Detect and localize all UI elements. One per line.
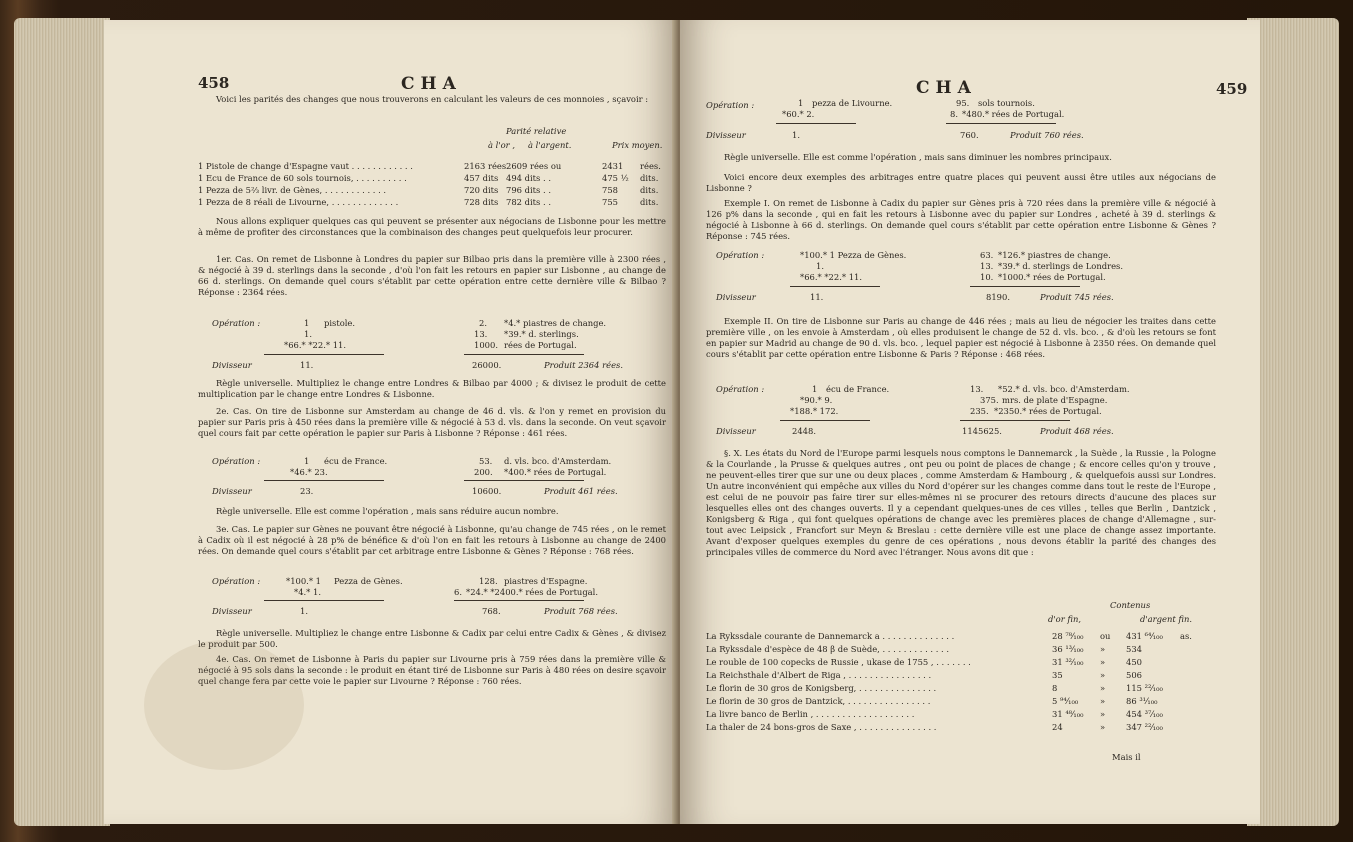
op-value: 13. — [474, 329, 488, 339]
running-head: CHA — [401, 74, 462, 94]
parity-cell-v1: 720 dits — [464, 185, 499, 195]
coin-cell-label: Le florin de 30 gros de Dantzick, . . . . . . . . . . . . . . . . — [706, 696, 931, 706]
op-value: 235. — [970, 406, 989, 416]
op-text: sols tournois. — [978, 98, 1035, 108]
left-page — [104, 20, 678, 824]
op-text: *24.* *2400.* rées de Portugal. — [466, 587, 599, 597]
divisor-label: Divisseur — [212, 486, 252, 496]
product-value: 8190. — [986, 292, 1010, 302]
parity-cell-label: 1 Pezza de 5⅔ livr. de Gènes, . . . . . . . . . . . . — [198, 185, 387, 195]
divider-line — [776, 123, 856, 124]
op-value: 1 — [304, 318, 310, 328]
coin-cell-v1: 35 — [1052, 670, 1063, 680]
parity-cell-v1: 728 dits — [464, 197, 499, 207]
coin-cell-v1: 24 — [1052, 722, 1063, 732]
divider-line — [264, 600, 384, 601]
op-value: *100.* 1 Pezza de Gènes. — [800, 250, 907, 260]
operation-label: Opération : — [212, 576, 261, 586]
page-number: 459 — [1216, 80, 1248, 98]
case-4: 4e. Cas. On remet de Lisbonne à Paris du papier sur Livourne pris à 759 rées dans la première ville & négocié à 95 sols dans la seconde : le produit en étant tiré de Lisbonne sur Paris à 480 rées on desire sçavoir quel change fera par cette voie le papier sur Livourne ? Réponse : 760 rées. — [198, 654, 666, 686]
operation-label: Opération : — [716, 250, 765, 260]
op-text: *1000.* rées de Portugal. — [998, 272, 1106, 282]
example-1: Exemple I. On remet de Lisbonne à Cadix du papier sur Gènes pris à 720 rées dans la première ville & négocié à 126 p% dans la seconde , qui en fait les retours à Lisbonne avec du papier sur Londres , acheté à 39 d. sterlings & négocié à Lisbonne à 66 d. sterlings. On demande quel cours s'établit par cette opération entre Lisbonne & Gènes ? Réponse : 745 rées. — [706, 198, 1216, 241]
op-value: 375. — [980, 395, 999, 405]
case-2: 2e. Cas. On tire de Lisbonne sur Amsterdam au change de 46 d. vls. & l'on y remet en provision du papier sur Paris pris à 450 rées dans la première ville & négocié à 53 d. vls. dans la seconde. On veut sçavoir quel cours fait par cette opération le papier sur Paris à Lisbonne ? Réponse : 461 rées. — [198, 406, 666, 438]
parity-col-average: Prix moyen. — [612, 140, 663, 150]
divisor-label: Divisseur — [706, 130, 746, 140]
op-value: 95. — [956, 98, 970, 108]
parity-cell-v3: 758 — [602, 185, 618, 195]
coin-cell-or: » — [1100, 722, 1106, 732]
op-value: 10. — [980, 272, 994, 282]
coin-cell-label: Le rouble de 100 copecks de Russie , ukase de 1755 , . . . . . . . — [706, 657, 971, 667]
divisor-label: Divisseur — [716, 292, 756, 302]
table-col-silver: d'argent fin. — [1140, 614, 1193, 624]
paper-stain — [144, 640, 304, 770]
op-value: 13. — [970, 384, 984, 394]
coin-cell-v1: 36 ¹³⁄₁₀₀ — [1052, 644, 1084, 654]
op-value: 200. — [474, 467, 493, 477]
divider-line — [264, 480, 384, 481]
parity-cell-v2: 2609 rées ou — [506, 161, 562, 171]
op-text: *52.* d. vls. bco. d'Amsterdam. — [998, 384, 1130, 394]
coin-cell-v2: 506 — [1126, 670, 1142, 680]
coin-cell-v1: 31 ⁴⁸⁄₁₀₀ — [1052, 709, 1084, 719]
op-value: 128. — [479, 576, 498, 586]
divisor-label: Divisseur — [716, 426, 756, 436]
coin-cell-v2: 450 — [1126, 657, 1142, 667]
op-value: 8. — [950, 109, 958, 119]
section-10: §. X. Les états du Nord de l'Europe parmi lesquels nous comptons le Dannemarck , la Suède , la Russie , la Pologne & la Courlande , la Prusse & quelques autres , ont peu ou point de places de change ; & encore celles qu'on y trouve , ne peuvent-elles tirer que sur une ou deux places , comme Amsterdam & Hambourg , & quelquefois aussi sur Londres. Un autre inconvénient qui empêche aux villes du Nord d'opérer sur les changes comme dans tout le reste de l'Europe , est celui de ne pouvoir pas faire tirer sur elles-mêmes ni se procurer des retours directs d'aucune des places sur lesquelles elles ont des changes ouverts. Il y a cependant quelques-unes de ces villes , telles que Berlin , Dantzick , Konigsberg & Riga , qui font quelques opérations de change avec les premières places de change d'Allemagne , sur-tout avec Leipsick , Francfort sur Meyn & Breslau : cette dernière ville est une place de change assez importante. Avant d'exposer quelques exemples du genre de ces opérations , nous devons établir la parité des changes des principales villes de commerce du Nord avec l'étranger. Nous avons dit que : — [706, 448, 1216, 557]
product-label: Produit 461 rées. — [544, 486, 618, 496]
op-text: *126.* piastres de change. — [998, 250, 1111, 260]
op-value: *100.* 1 — [286, 576, 322, 586]
op-value: *4.* 1. — [294, 587, 322, 597]
coin-cell-unit: as. — [1180, 631, 1192, 641]
parity-cell-label: 1 Pezza de 8 réali de Livourne, . . . . . . . . . . . . . — [198, 197, 399, 207]
right-page-edges — [1247, 18, 1339, 826]
catchword: Mais il — [1112, 752, 1141, 762]
parity-cell-unit: dits. — [640, 173, 659, 183]
parity-col-silver: à l'argent. — [528, 140, 572, 150]
coin-cell-label: La thaler de 24 bons-gros de Saxe , . . . . . . . . . . . . . . . — [706, 722, 937, 732]
example-2: Exemple II. On tire de Lisbonne sur Paris au change de 446 rées ; mais au lieu de négocier les traites dans cette première ville , on les envoie à Amsterdam , où elles produisent le change de 52 d. vls. bco. , & d'où les retours se font en papier sur Madrid au change de 90 d. vls. bco. , lequel papier est négocié à Lisbonne à 2350 rées. On demande quel cours s'établit par cette opération entre Lisbonne & Paris ? Réponse : 468 rées. — [706, 316, 1216, 359]
parity-cell-label: 1 Ecu de France de 60 sols tournois, . . . . . . . . . . — [198, 173, 407, 183]
parity-cell-v2: 796 dits . . — [506, 185, 551, 195]
op-text: piastres d'Espagne. — [504, 576, 588, 586]
divider-line — [946, 123, 1056, 124]
op-text: rées de Portugal. — [504, 340, 577, 350]
op-value: 1 — [798, 98, 804, 108]
running-head: CHA — [916, 78, 977, 98]
coin-cell-v2: 115 ²²⁄₁₀₀ — [1126, 683, 1163, 693]
product-label: Produit 468 rées. — [1040, 426, 1114, 436]
op-value: *46.* 23. — [290, 467, 328, 477]
operation-label: Opération : — [706, 100, 755, 110]
divisor-value: 23. — [300, 486, 314, 496]
op-text: mrs. de plate d'Espagne. — [1002, 395, 1108, 405]
coin-cell-v1: 8 — [1052, 683, 1058, 693]
coin-cell-or: » — [1100, 670, 1106, 680]
op-text: écu de France. — [324, 456, 388, 466]
divisor-label: Divisseur — [212, 606, 252, 616]
parity-cell-label: 1 Pistole de change d'Espagne vaut . . . . . . . . . . . . — [198, 161, 413, 171]
op-text: Pezza de Gènes. — [334, 576, 403, 586]
parity-cell-v1: 2163 rées — [464, 161, 507, 171]
op-text: pistole. — [324, 318, 356, 328]
coin-cell-label: La livre banco de Berlin , . . . . . . . . . . . . . . . . . . . — [706, 709, 915, 719]
case-1: 1er. Cas. On remet de Lisbonne à Londres du papier sur Bilbao pris dans la première ville à 2300 rées , & négocié à 39 d. sterlings dans la seconde , d'où l'on fait les retours en papier sur Lisbonne , au change de 66 d. sterlings. On demande quel cours s'établit par cette opération entre cette dernière ville & Bilbao ? Réponse : 2364 rées. — [198, 254, 666, 297]
op-value: *66.* *22.* 11. — [284, 340, 347, 350]
product-value: 26000. — [472, 360, 502, 370]
coin-cell-label: La Rykssdale d'espèce de 48 β de Suède, . . . . . . . . . . . . . — [706, 644, 950, 654]
parity-cell-v2: 494 dits . . — [506, 173, 551, 183]
divider-line — [970, 286, 1080, 287]
op-value: 6. — [454, 587, 462, 597]
divider-line — [264, 354, 384, 355]
divisor-value: 11. — [810, 292, 824, 302]
product-label: Produit 760 rées. — [1010, 130, 1084, 140]
parity-cell-v1: 457 dits — [464, 173, 499, 183]
divider-line — [960, 420, 1070, 421]
op-text: *4.* piastres de change. — [504, 318, 607, 328]
coin-cell-v1: 28 ⁷⁸⁄₁₀₀ — [1052, 631, 1084, 641]
coin-cell-label: La Reichsthale d'Albert de Riga , . . . . . . . . . . . . . . . . — [706, 670, 932, 680]
case-3: 3e. Cas. Le papier sur Gènes ne pouvant être négocié à Lisbonne, qu'au change de 745 rées , on le remet à Cadix où il est négocié à 28 p% de bénéfice & d'où l'on en fait les retours à Lisbonne au change de 2400 rées. On demande quel cours s'établit par cet arbitrage entre Lisbonne & Gènes ? Réponse : 768 rées. — [198, 524, 666, 556]
op-text: pezza de Livourne. — [812, 98, 893, 108]
op-text: *39.* d. sterlings. — [504, 329, 579, 339]
parity-header: Parité relative — [506, 126, 567, 136]
op-value: 1 — [304, 456, 310, 466]
coin-cell-or: » — [1100, 696, 1106, 706]
product-label: Produit 768 rées. — [544, 606, 618, 616]
right-page — [680, 20, 1260, 824]
parity-cell-v2: 782 dits . . — [506, 197, 551, 207]
coin-cell-v2: 454 ³⁷⁄₁₀₀ — [1126, 709, 1163, 719]
parity-cell-unit: dits. — [640, 185, 659, 195]
page-number: 458 — [198, 74, 230, 92]
rule-2: Règle universelle. Elle est comme l'opération , mais sans réduire aucun nombre. — [216, 506, 559, 516]
left-page-edges — [14, 18, 110, 826]
operation-label: Opération : — [212, 318, 261, 328]
parity-col-gold: à l'or , — [488, 140, 516, 150]
op-value: 2. — [479, 318, 487, 328]
product-value: 1145625. — [962, 426, 1002, 436]
op-text: *400.* rées de Portugal. — [504, 467, 607, 477]
coin-cell-label: La Rykssdale courante de Dannemarck a . . . . . . . . . . . . . . — [706, 631, 955, 641]
operation-label: Opération : — [716, 384, 765, 394]
coin-cell-label: Le florin de 30 gros de Konigsberg, . . . . . . . . . . . . . . . — [706, 683, 937, 693]
coin-cell-or: ou — [1100, 631, 1111, 641]
coin-cell-v2: 347 ²²⁄₁₀₀ — [1126, 722, 1163, 732]
parity-cell-v3: 755 — [602, 197, 618, 207]
product-value: 760. — [960, 130, 979, 140]
parity-cell-unit: rées. — [640, 161, 661, 171]
product-value: 768. — [482, 606, 501, 616]
divisor-value: 11. — [300, 360, 314, 370]
divisor-value: 1. — [300, 606, 308, 616]
op-text: *480.* rées de Portugal. — [962, 109, 1065, 119]
rule-3: Règle universelle. Multipliez le change entre Lisbonne & Cadix par celui entre Cadix & Gènes , & divisez le produit par 500. — [198, 628, 666, 649]
divider-line — [790, 286, 880, 287]
op-value: 1000. — [474, 340, 498, 350]
table-col-gold: d'or fin, — [1048, 614, 1082, 624]
op-text: d. vls. bco. d'Amsterdam. — [504, 456, 612, 466]
parity-cell-v3: 475 ½ — [602, 173, 629, 183]
divider-line — [454, 600, 584, 601]
divisor-value: 1. — [792, 130, 800, 140]
parity-cell-unit: dits. — [640, 197, 659, 207]
divider-line — [464, 354, 584, 355]
rule-a: Règle universelle. Elle est comme l'opération , mais sans diminuer les nombres principaux. — [724, 152, 1112, 162]
divider-line — [780, 420, 870, 421]
coin-cell-v2: 86 ³¹⁄₁₀₀ — [1126, 696, 1158, 706]
rule-1: Règle universelle. Multipliez le change entre Londres & Bilbao par 4000 ; & divisez le produit de cette multiplication par le change entre Londres & Lisbonne. — [198, 378, 666, 399]
op-value: 1. — [304, 329, 312, 339]
op-text: *39.* d. sterlings de Londres. — [998, 261, 1123, 271]
paragraph: Nous allons expliquer quelques cas qui peuvent se présenter aux négocians de Lisbonne pour les mettre à même de profiter des circonstances que la combinaison des changes peut quelquefois leur procurer. — [198, 216, 666, 237]
product-value: 10600. — [472, 486, 502, 496]
op-value: *188.* 172. — [790, 406, 839, 416]
coin-cell-v2: 431 ⁶⁴⁄₁₀₀ — [1126, 631, 1163, 641]
product-label: Produit 745 rées. — [1040, 292, 1114, 302]
coin-cell-v2: 534 — [1126, 644, 1142, 654]
operation-label: Opération : — [212, 456, 261, 466]
coin-cell-v1: 31 ³²⁄₁₀₀ — [1052, 657, 1084, 667]
op-value: *66.* *22.* 11. — [800, 272, 863, 282]
op-value: *90.* 9. — [800, 395, 833, 405]
op-value: 13. — [980, 261, 994, 271]
coin-cell-or: » — [1100, 657, 1106, 667]
parity-cell-v3: 2431 — [602, 161, 624, 171]
divisor-label: Divisseur — [212, 360, 252, 370]
intro-paragraph: Voici les parités des changes que nous trouverons en calculant les valeurs de ces monnoies , sçavoir : — [216, 94, 649, 104]
product-label: Produit 2364 rées. — [544, 360, 623, 370]
coin-cell-or: » — [1100, 709, 1106, 719]
table-header: Contenus — [1110, 600, 1151, 610]
coin-cell-v1: 5 ⁹⁴⁄₁₀₀ — [1052, 696, 1079, 706]
op-text: *2350.* rées de Portugal. — [994, 406, 1102, 416]
paragraph: Voici encore deux exemples des arbitrages entre quatre places qui peuvent aussi être utiles aux négocians de Lisbonne ? — [706, 172, 1216, 193]
op-value: 1 — [812, 384, 818, 394]
divider-line — [464, 480, 584, 481]
coin-cell-or: » — [1100, 644, 1106, 654]
op-text: écu de France. — [826, 384, 890, 394]
op-value: 53. — [479, 456, 493, 466]
op-value: 63. — [980, 250, 994, 260]
op-value: *60.* 2. — [782, 109, 815, 119]
op-value: 1. — [816, 261, 824, 271]
divisor-value: 2448. — [792, 426, 816, 436]
coin-cell-or: » — [1100, 683, 1106, 693]
